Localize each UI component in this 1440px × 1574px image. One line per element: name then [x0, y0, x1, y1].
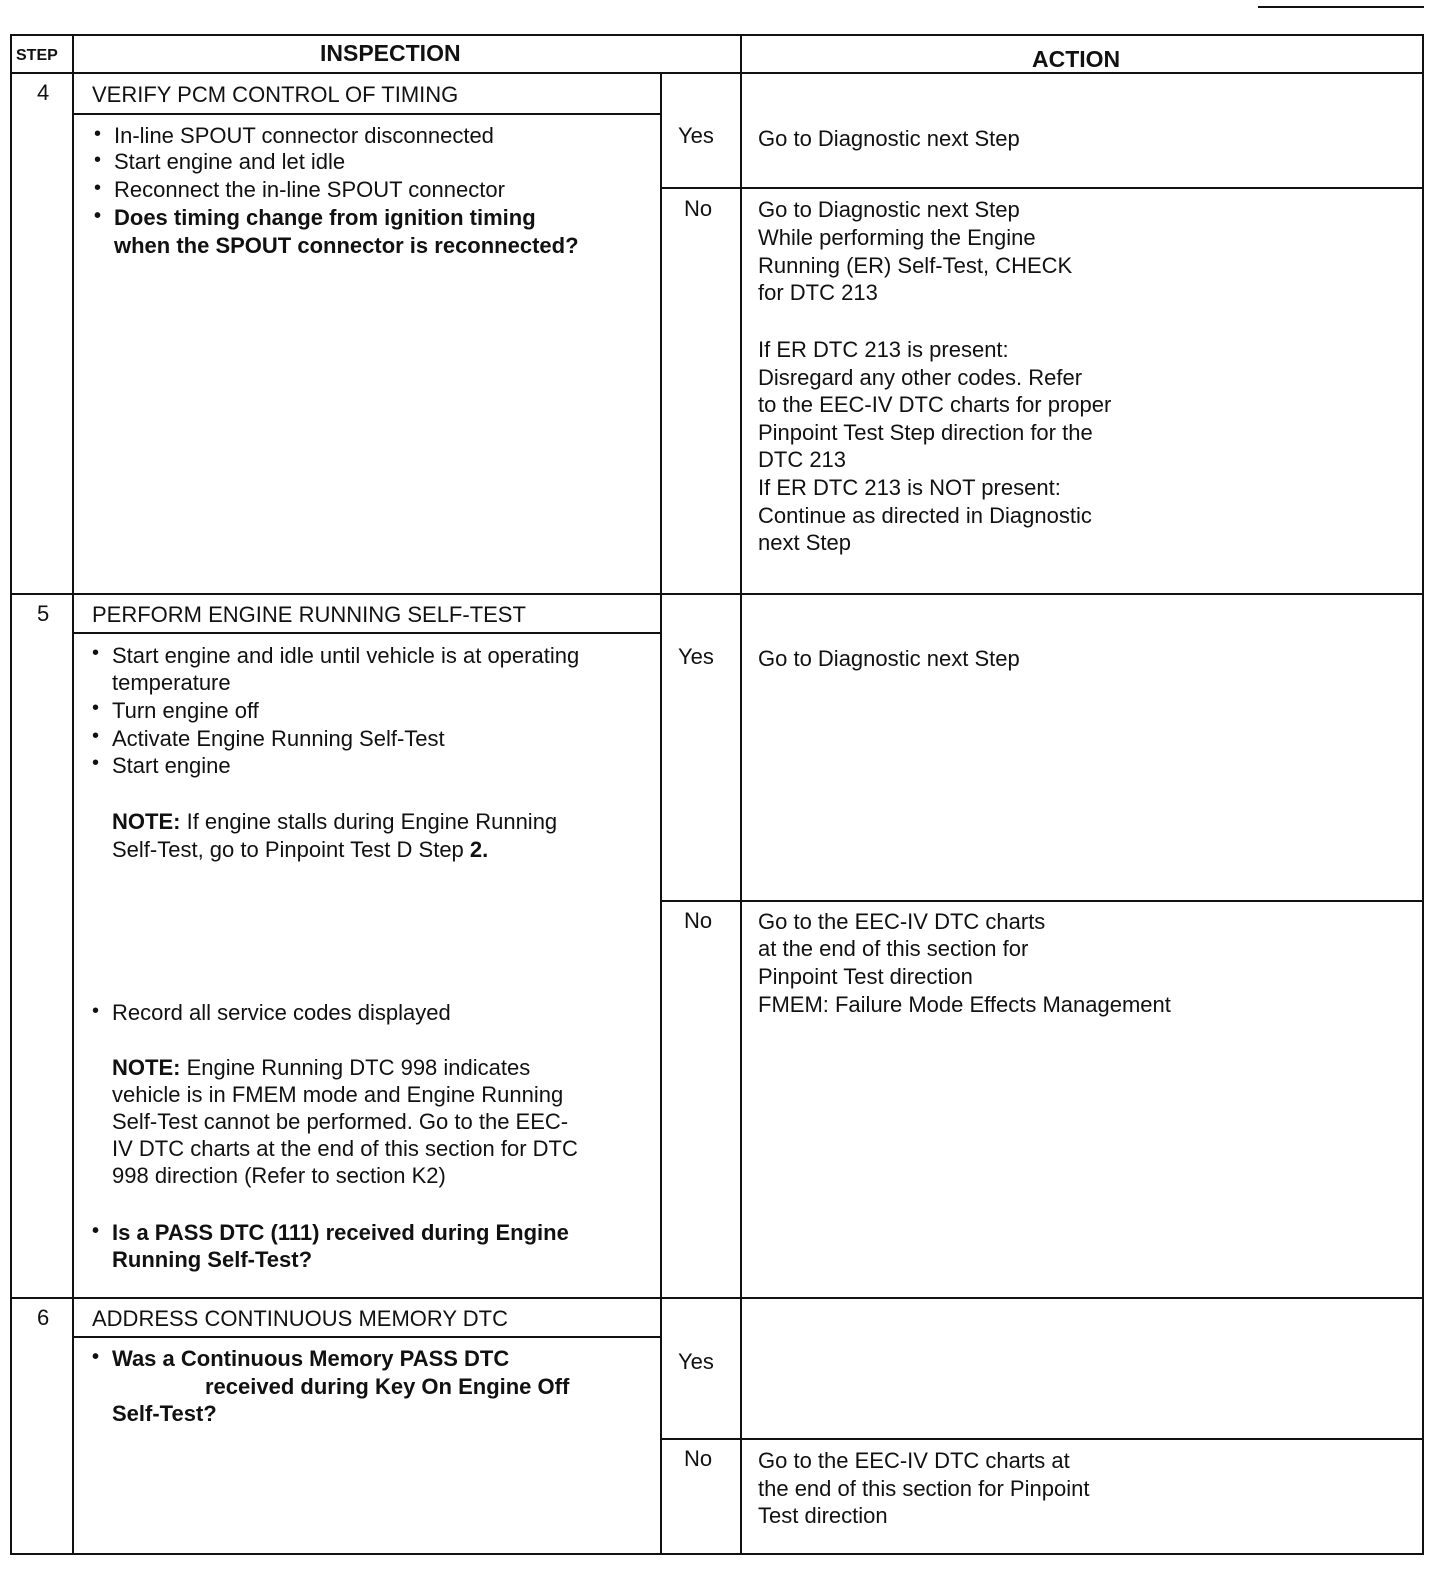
step4-no-label: No: [684, 196, 713, 221]
bullet-icon: •: [92, 1000, 100, 1022]
note-label: NOTE:: [112, 809, 181, 834]
step4-no-action-l1: Go to Diagnostic next Step: [758, 197, 1020, 222]
step6-question-line1: Was a Continuous Memory PASS DTC: [112, 1346, 510, 1371]
step5-bullet-5: Record all service codes displayed: [112, 1000, 451, 1025]
step4-question-line2: when the SPOUT connector is reconnected?: [114, 233, 579, 258]
step5-no-action-l1: Go to the EEC-IV DTC charts: [758, 909, 1046, 934]
note-step-number: 2.: [469, 837, 489, 862]
bullet-icon: •: [92, 642, 100, 664]
step4-no-action-l8: Pinpoint Test Step direction for the: [758, 420, 1093, 445]
step5-yes-label: Yes: [678, 644, 714, 669]
diagnostic-table: [10, 34, 1424, 1555]
step5-yes-no-rule: [660, 900, 1422, 902]
bullet-icon: •: [92, 1346, 100, 1368]
step4-no-action-l10: If ER DTC 213 is NOT present:: [758, 475, 1061, 500]
step5-no-label: No: [684, 908, 713, 933]
step6-yes-label: Yes: [678, 1349, 714, 1374]
header-rule: [12, 72, 1422, 74]
step6-question-line3: Self-Test?: [112, 1401, 217, 1426]
step4-question-line1: Does timing change from ignition timing: [114, 205, 536, 230]
step6-no-action-l1: Go to the EEC-IV DTC charts at: [758, 1448, 1070, 1473]
bullet-icon: •: [92, 697, 100, 719]
bullet-icon: •: [94, 177, 102, 199]
step5-note2-line5: 998 direction (Refer to section K2): [112, 1163, 446, 1188]
header-inspection: INSPECTION: [320, 40, 461, 66]
step6-title-rule: [72, 1336, 660, 1338]
step5-note1-line2: [112, 836, 488, 863]
step5-number: 5: [37, 601, 50, 626]
step4-yes-action: Go to Diagnostic next Step: [758, 126, 1020, 151]
bullet-icon: •: [94, 205, 102, 227]
bullet-icon: •: [92, 1220, 100, 1242]
step5-title: PERFORM ENGINE RUNNING SELF-TEST: [92, 602, 526, 627]
step5-question-line2: Running Self-Test?: [112, 1247, 313, 1272]
step5-no-action-l2: at the end of this section for: [758, 936, 1029, 961]
bullet-icon: •: [94, 123, 102, 145]
note-label: NOTE:: [112, 1055, 181, 1080]
note-text: If engine stalls during Engine Running: [186, 809, 558, 834]
step6-no-label: No: [684, 1446, 713, 1471]
col-divider-step: [72, 36, 74, 1553]
step5-note1-line1: [112, 808, 557, 835]
step4-bullet-2: Start engine and let idle: [114, 149, 346, 174]
step4-number: 4: [37, 80, 50, 105]
step4-no-action-l9: DTC 213: [758, 447, 847, 472]
step5-bullet-4: Start engine: [112, 753, 231, 778]
step4-no-action-l7: to the EEC-IV DTC charts for proper: [758, 392, 1112, 417]
note-text: Self-Test, go to Pinpoint Test D Step: [112, 837, 464, 862]
bullet-icon: •: [94, 149, 102, 171]
step6-title: ADDRESS CONTINUOUS MEMORY DTC: [92, 1306, 509, 1331]
bullet-icon: •: [92, 725, 100, 747]
step5-note2-line4: IV DTC charts at the end of this section for DTC: [112, 1136, 578, 1161]
step5-note2-line2: vehicle is in FMEM mode and Engine Running: [112, 1082, 564, 1107]
top-rule: [1258, 6, 1424, 8]
step4-no-action-l6: Disregard any other codes. Refer: [758, 365, 1083, 390]
step5-question-line1: Is a PASS DTC (111) received during Engine: [112, 1220, 569, 1245]
step5-bullet-2: Turn engine off: [112, 698, 259, 723]
step4-no-action-l3: Running (ER) Self-Test, CHECK: [758, 253, 1073, 278]
col-divider-inspection: [660, 72, 662, 1553]
bullet-icon: •: [92, 752, 100, 774]
step4-bullet-3: Reconnect the in-line SPOUT connector: [114, 177, 505, 202]
step4-no-action-l2: While performing the Engine: [758, 225, 1036, 250]
note-text: Engine Running DTC 998 indicates: [186, 1055, 531, 1080]
col-divider-action: [740, 36, 742, 1553]
header-action: ACTION: [1032, 46, 1121, 72]
step6-number: 6: [37, 1305, 50, 1330]
step4-bullet-1: In-line SPOUT connector disconnected: [114, 123, 494, 148]
step4-no-action-l5: If ER DTC 213 is present:: [758, 337, 1009, 362]
step5-title-rule: [72, 632, 660, 634]
step5-no-action-l3: Pinpoint Test direction: [758, 964, 973, 989]
step6-question-line2: received during Key On Engine Off: [205, 1374, 570, 1399]
step5-no-action-l4: FMEM: Failure Mode Effects Management: [758, 992, 1171, 1017]
step4-title-rule: [72, 113, 660, 115]
step5-yes-action: Go to Diagnostic next Step: [758, 646, 1020, 671]
step5-end-rule: [12, 1297, 1422, 1299]
step4-title: VERIFY PCM CONTROL OF TIMING: [92, 82, 459, 107]
header-step: STEP: [16, 47, 58, 64]
step4-yes-label: Yes: [678, 123, 714, 148]
step6-no-action-l2: the end of this section for Pinpoint: [758, 1476, 1090, 1501]
step5-note2-line3: Self-Test cannot be performed. Go to the EEC-: [112, 1109, 569, 1134]
step6-no-action-l3: Test direction: [758, 1503, 888, 1528]
step4-no-action-l12: next Step: [758, 530, 851, 555]
step5-bullet-1b: temperature: [112, 670, 231, 695]
step5-bullet-1a: Start engine and idle until vehicle is at operating: [112, 643, 580, 668]
step5-bullet-3: Activate Engine Running Self-Test: [112, 726, 445, 751]
step4-no-action-l4: for DTC 213: [758, 280, 878, 305]
step5-note2-line1: [112, 1054, 530, 1081]
step6-yes-no-rule: [660, 1438, 1422, 1440]
step4-end-rule: [12, 593, 1422, 595]
step4-no-action-l11: Continue as directed in Diagnostic: [758, 503, 1092, 528]
step4-yes-no-rule: [660, 187, 1422, 189]
